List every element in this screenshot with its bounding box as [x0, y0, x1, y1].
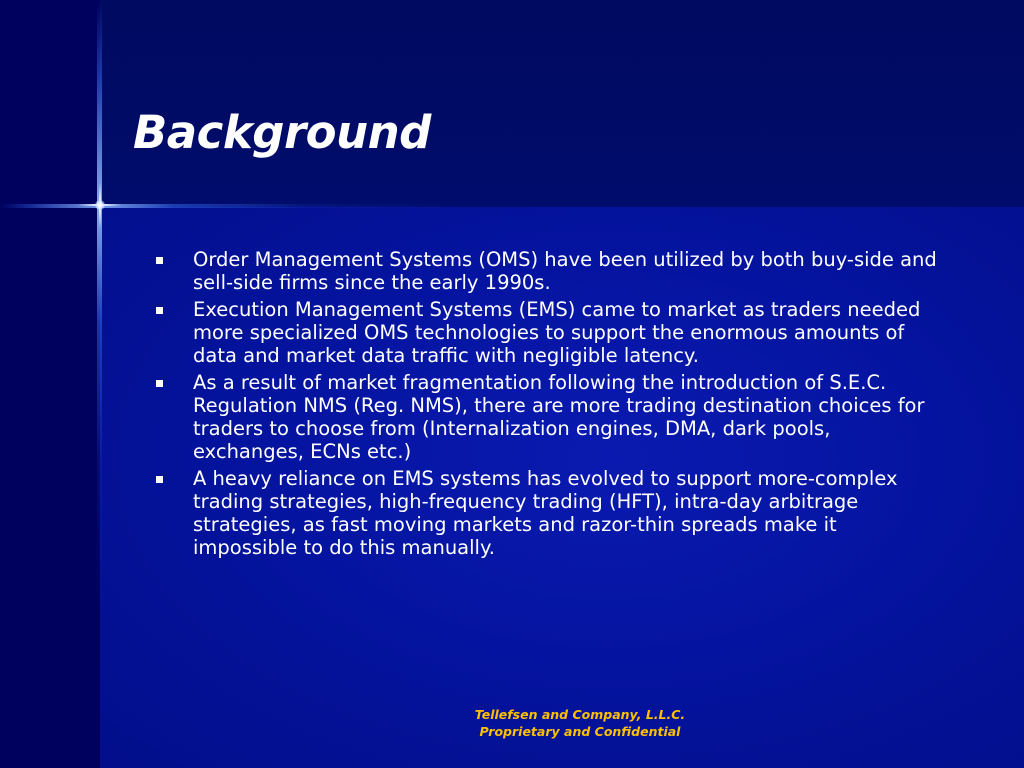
bullet-item — [156, 248, 946, 294]
square-bullet-icon — [156, 257, 163, 264]
background-left-panel — [0, 0, 100, 768]
square-bullet-icon — [156, 380, 163, 387]
square-bullet-icon — [156, 307, 163, 314]
square-bullet-icon — [156, 476, 163, 483]
horizontal-accent-line — [0, 204, 1024, 208]
bullet-text: Execution Management Systems (EMS) came to market as traders needed more specialized OMS technologies to support the enormous amounts of data and market data traffic with negligible latency. — [193, 298, 921, 367]
bullet-item — [156, 467, 946, 559]
footer — [420, 706, 740, 740]
bullet-item — [156, 298, 946, 367]
slide-title: Background — [133, 106, 431, 159]
bullet-list — [156, 248, 946, 563]
star-flare-icon — [95, 200, 105, 210]
vertical-accent-line — [97, 0, 102, 768]
bullet-text: As a result of market fragmentation following the introduction of S.E.C. Regulation NMS (Reg. NMS), there are more trading destination choices for traders to choose from (Internalization engines, DMA, dark pools, exchanges, ECNs etc.) — [193, 371, 925, 463]
bullet-item — [156, 371, 946, 463]
background-title-band — [100, 0, 1024, 207]
footer-company: Tellefsen and Company, L.L.C. — [474, 707, 686, 722]
footer-notice: Proprietary and Confidential — [479, 724, 681, 739]
bullet-text: Order Management Systems (OMS) have been utilized by both buy-side and sell-side firms since the early 1990s. — [193, 248, 937, 294]
bullet-text: A heavy reliance on EMS systems has evolved to support more-complex trading strategies, high-frequency trading (HFT), intra-day arbitrage strategies, as fast moving markets and razor-thin spreads make it impossible to do this manually. — [193, 467, 898, 559]
